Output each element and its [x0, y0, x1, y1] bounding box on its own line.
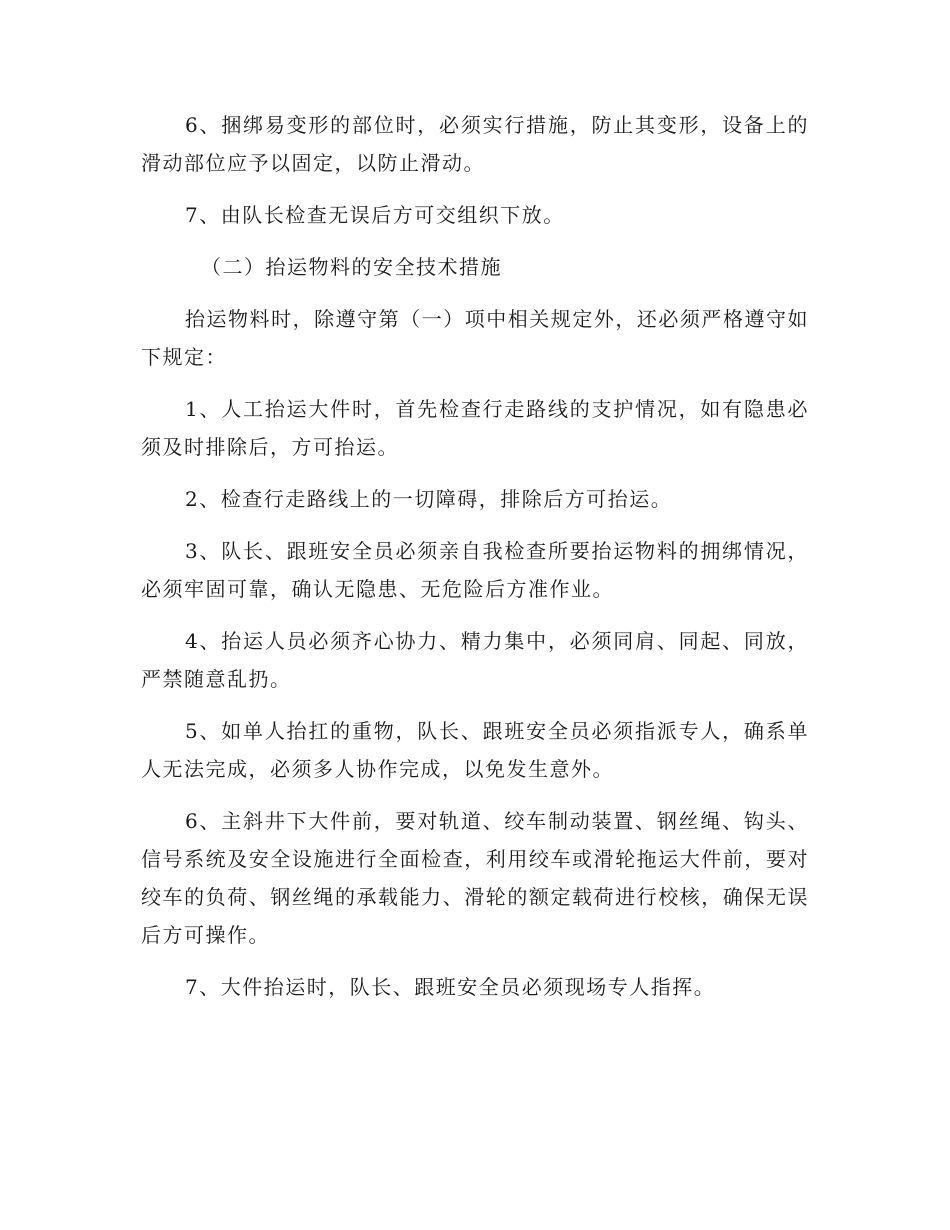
document-body	[141, 106, 809, 1020]
paragraph-intro: 抬运物料时，除遵守第（一）项中相关规定外，还必须严格遵守如下规定：	[141, 307, 809, 369]
paragraph-item-7: 7、大件抬运时，队长、跟班安全员必须现场专人指挥。	[185, 975, 716, 999]
paragraph-item-6-fixing: 6、捆绑易变形的部位时，必须实行措施，防止其变形，设备上的滑动部位应予以固定，以防止滑动。	[141, 113, 809, 175]
paragraph-item-5: 5、如单人抬扛的重物，队长、跟班安全员必须指派专人，确系单人无法完成，必须多人协作完成，以免发生意外。	[141, 719, 809, 781]
paragraph-item-4: 4、抬运人员必须齐心协力、精力集中，必须同肩、同起、同放，严禁随意乱扔。	[141, 629, 809, 691]
paragraph-item-6: 6、主斜井下大件前，要对轨道、绞车制动装置、钢丝绳、钩头、信号系统及安全设施进行全面检查，利用绞车或滑轮拖运大件前，要对绞车的负荷、钢丝绳的承载能力、滑轮的额定载荷进行校核，确保无误后方可操作。	[141, 809, 809, 947]
paragraph-item-2: 2、检查行走路线上的一切障碍，排除后方可抬运。	[185, 487, 673, 511]
paragraph-item-3: 3、队长、跟班安全员必须亲自我检查所要抬运物料的拥绑情况，必须牢固可靠，确认无隐患、无危险后方准作业。	[141, 539, 809, 601]
section-heading: （二）抬运物料的安全技术措施	[201, 255, 502, 279]
paragraph-item-1: 1、人工抬运大件时，首先检查行走路线的支护情况，如有隐患必须及时排除后，方可抬运。	[141, 397, 809, 459]
paragraph-item-7-inspection: 7、由队长检查无误后方可交组织下放。	[185, 203, 565, 227]
